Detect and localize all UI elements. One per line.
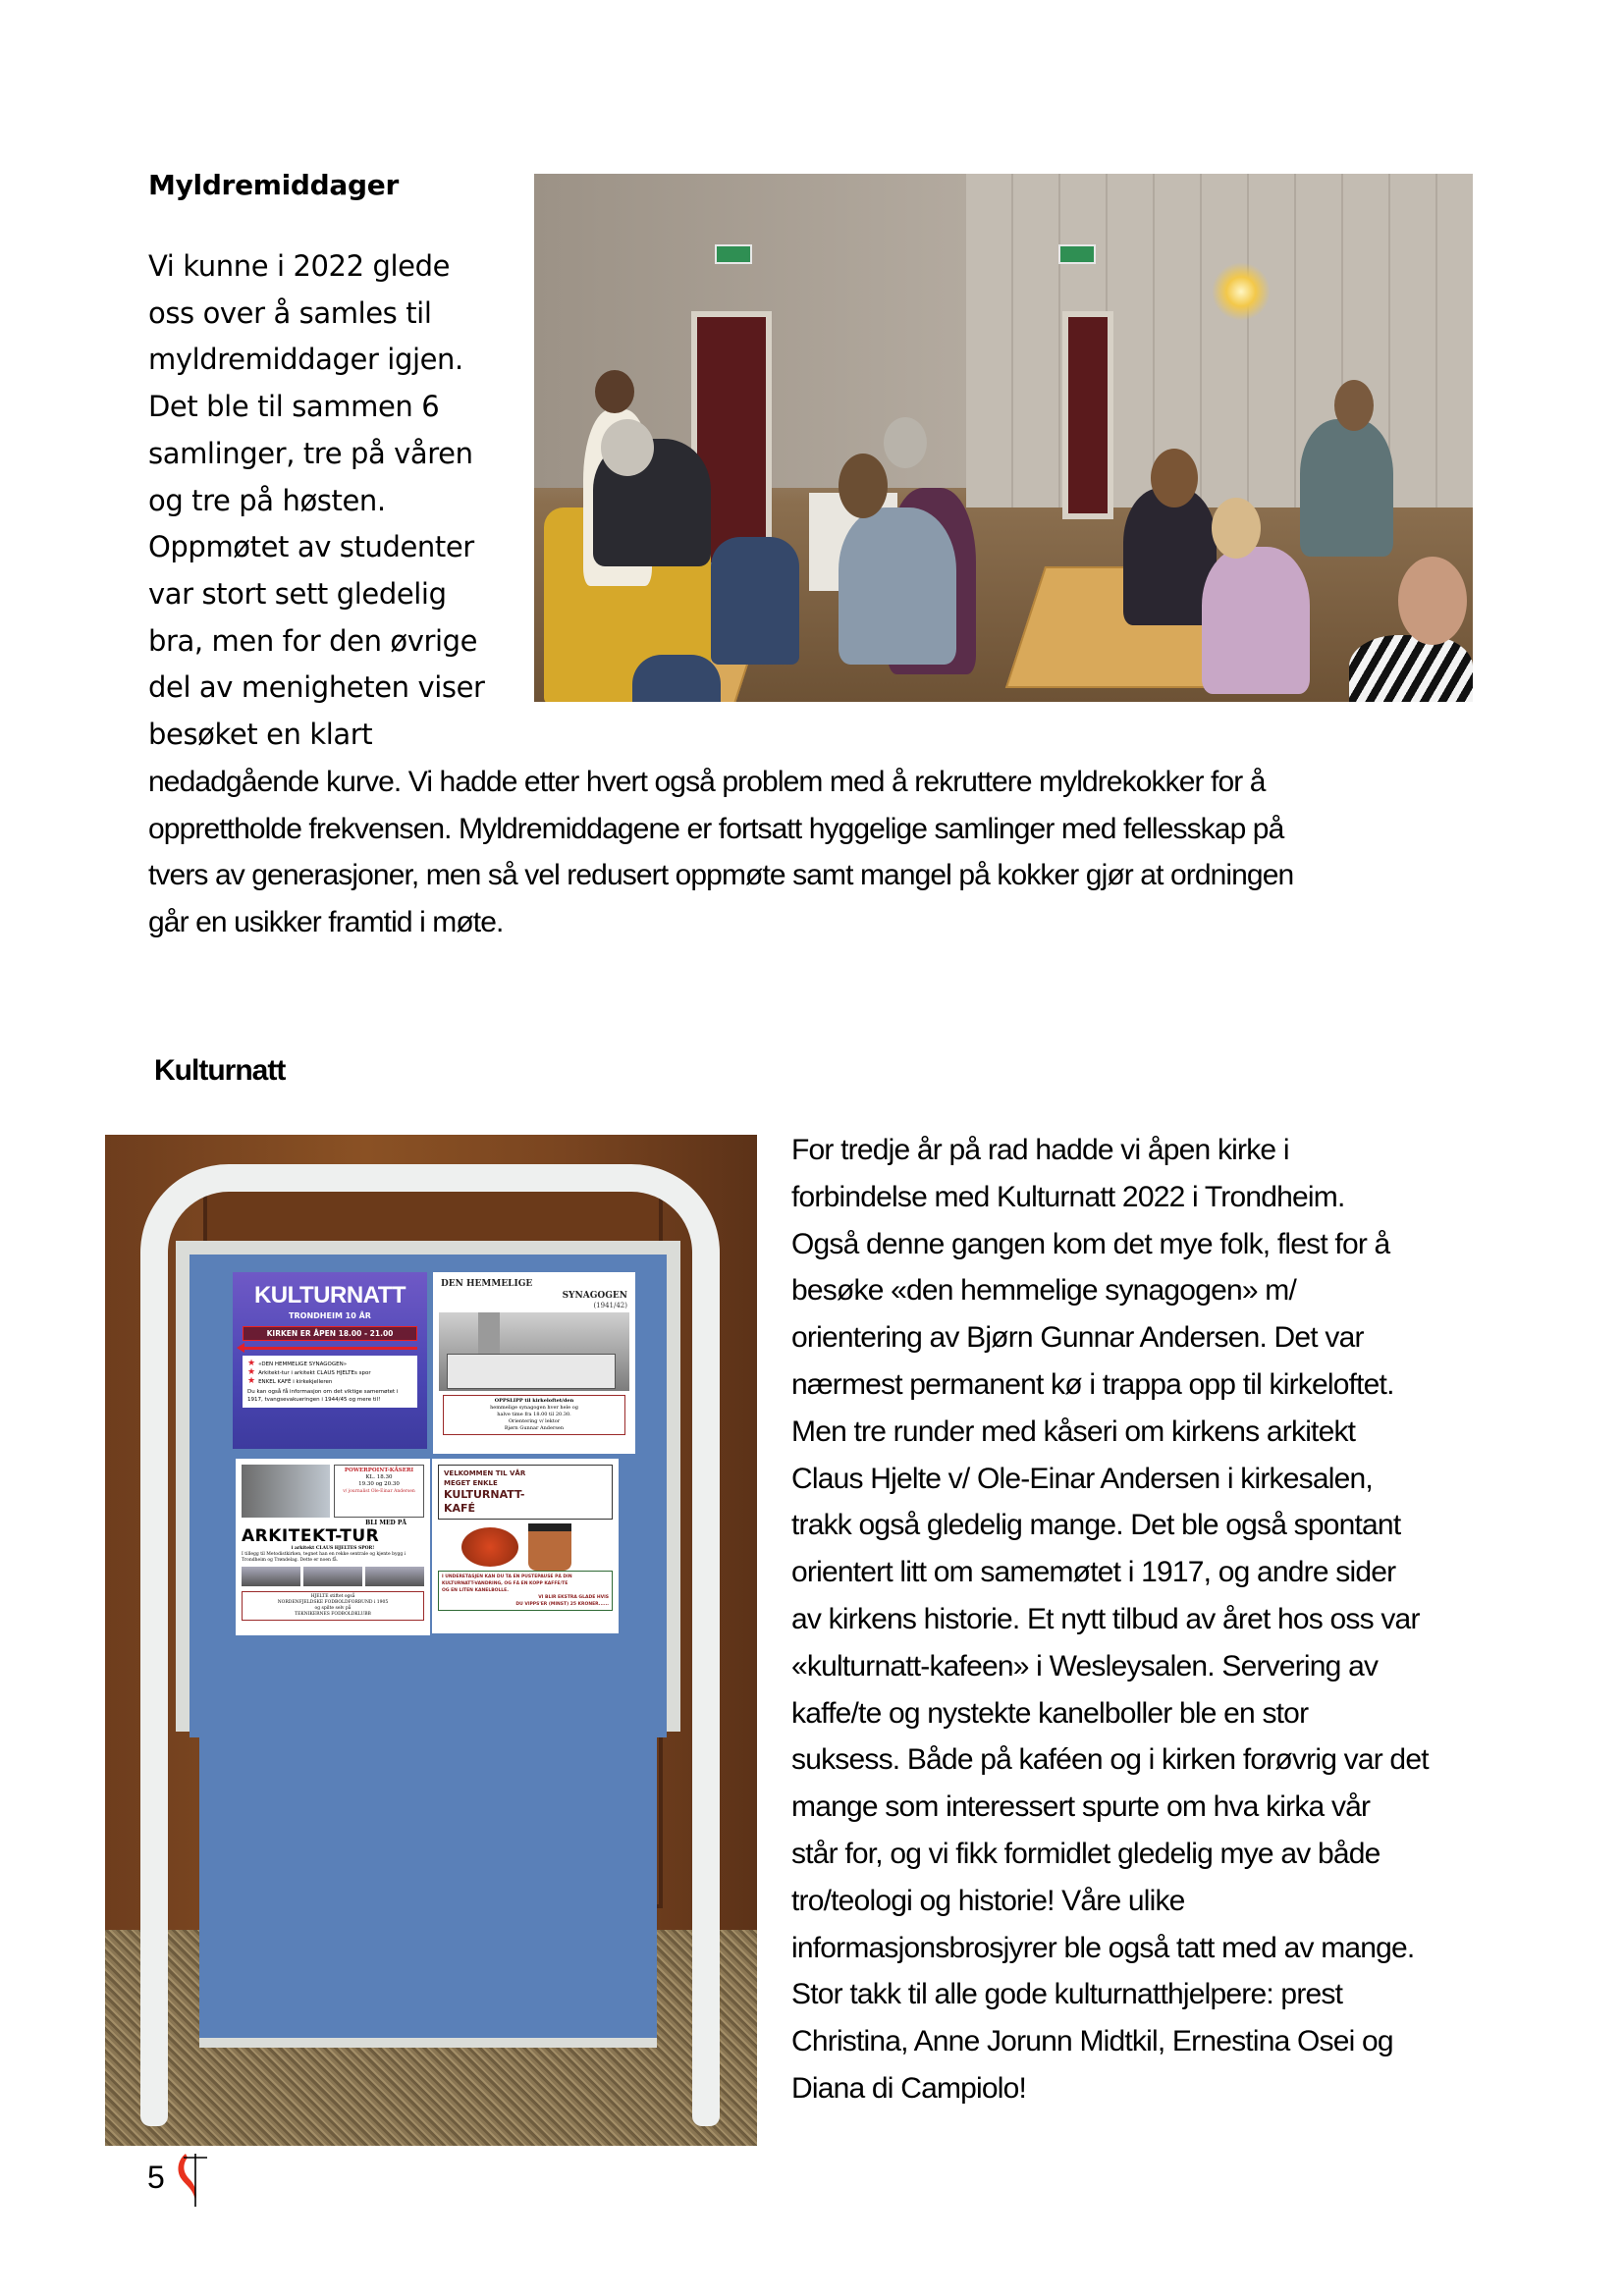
poster-line: 19.30 og 20.30 [358,1481,400,1487]
kulturnatt-body-text [791,1127,1538,2112]
cinnamon-bun-icon [461,1527,518,1567]
arrow-left-icon [243,1347,417,1350]
photo-person [839,507,956,665]
text-line: oss over å samles til [148,295,432,330]
poster-info-box [242,1591,424,1621]
poster-kaseri-box [334,1465,424,1518]
poster-years: (1941/42) [593,1302,627,1309]
poster-line: OPPSLIPP til kirkeloftet/den [494,1398,574,1404]
poster-item: ENKEL KAFÉ i kirkekjelleren [258,1379,333,1385]
myldremiddager-intro-text [148,243,512,759]
poster-footer: Du kan også få informasjon om det viktige samemøtet i 1917, tvangsevakueringen i 1944/45 og mere til! [247,1389,399,1403]
text-line: tro/teologi og historie! Våre ulike [791,1884,1185,1917]
poster-kulturnatt [233,1272,427,1449]
poster-title-line: DEN HEMMELIGE [441,1279,533,1289]
sign-board-lower [199,1724,657,2048]
page-number: 5 [147,2160,165,2195]
poster-subtitle: TRONDHEIM 10 ÅR [289,1311,371,1320]
cinnamon-bun-and-coffee-image [452,1523,599,1567]
text-line: besøket en klart [148,718,373,752]
text-line: suksess. Både på kaféen og i kirken forøvrig var det [791,1743,1429,1777]
architect-portrait [242,1465,330,1518]
text-line: forbindelse med Kulturnatt 2022 i Trondheim. [791,1180,1345,1213]
poster-title [438,1465,613,1520]
poster-subtitle: i arkitekt CLAUS HJELTES SPOR! [291,1546,375,1551]
text-line: del av menigheten viser [148,670,485,705]
photo-person-head [1151,449,1198,507]
star-icon: ★ [247,1376,256,1386]
photo-person-head [1398,557,1467,645]
text-line: Det ble til sammen 6 [148,390,440,424]
text-line: orientert litt om samemøtet i 1917, og andre sider [791,1556,1396,1589]
poster-line: I UNDERETASJEN KAN DU TA EN PUSTEPAUSE PÅ DIN [442,1575,572,1579]
photo-person [1300,419,1393,557]
poster-title: KULTURNATT [253,1282,406,1308]
poster-line: hemmelige synagogen hver hele og [490,1405,578,1411]
sign-board-rail [199,2038,657,2048]
text-line: besøke «den hemmelige synagogen» m/ [791,1274,1296,1308]
photo-person-head [839,454,888,518]
poster-line: VI BLIR EKSTRA GLADE HVIS [538,1595,609,1600]
sign-leg [140,1999,168,2126]
photo-person-head [1212,498,1261,559]
poster-line: KL. 18.30 [365,1474,393,1480]
poster-line: KAFÉ [444,1502,476,1515]
photo-wall-right [966,174,1473,507]
poster-title: ARKITEKT-TUR [242,1526,380,1546]
text-line: trakk også gledelig mange. Det ble også spontant [791,1509,1401,1542]
wall-lamp-icon [1212,262,1271,321]
photo-person-head [595,370,634,413]
poster-line: og spilte selv på [314,1606,352,1611]
photo-door [1062,311,1113,519]
photo-chair [711,537,799,665]
poster-info-box [443,1395,625,1435]
text-line: Men tre runder med kåseri om kirkens arkitekt [791,1415,1356,1448]
text-line: Stor takk til alle gode kulturnatthjelpere: prest [791,1978,1343,2011]
text-line: Oppmøtet av studenter [148,530,474,564]
poster-line: KULTURNATT-VANDRING, OG FÅ EN KOPP KAFFE/TE [442,1581,568,1586]
poster-line: Orientering v/ lektor [508,1418,561,1424]
poster-arkitekt-tur [236,1459,430,1635]
text-line: orientering av Bjørn Gunnar Andersen. Det var [791,1321,1364,1355]
poster-line: VELKOMMEN TIL VÅR [444,1469,526,1477]
church-photo [439,1312,629,1391]
photo-chair [632,655,721,702]
poster-title [433,1272,635,1302]
poster-line: BLI MED PÅ [365,1520,406,1526]
text-line: Vi kunne i 2022 glede [148,249,451,283]
text-line: av kirkens historie. Et nytt tilbud av året hos oss var [791,1602,1420,1635]
poster-text: I tillegg til Metodistkirken, tegnet han en rekke sentrale og kjente bygg i Trondheim og Trøndelag. Dette er noen få. [242,1552,406,1563]
sign-leg [692,1999,720,2126]
poster-line: OG EN LITEN KANELBOLLE. [442,1588,509,1593]
text-line: opprettholde frekvensen. Myldremiddagene er fortsatt hyggelige samlinger med fellesskap på [148,812,1284,845]
poster-title-line: SYNAGOGEN [562,1291,627,1301]
text-line: «kulturnatt-kafeen» i Wesleysalen. Servering av [791,1649,1379,1682]
text-line: nærmest permanent kø i trappa opp til kirkeloftet. [791,1367,1394,1401]
building-thumbnails [236,1564,430,1589]
poster-item: Arkitekt-tur i arkitekt CLAUS HJELTEs spor [258,1370,371,1376]
text-line: informasjonsbrosjyrer ble også tatt med av mange. [791,1931,1415,1964]
text-line: mange som interessert spurte om hva kirka vår [791,1790,1371,1824]
myldremiddager-continued-text [148,759,1503,946]
poster-list [243,1356,417,1408]
text-line: samlinger, tre på våren [148,436,473,470]
text-line: nedadgående kurve. Vi hadde etter hvert også problem med å rekruttere myldrekokker for å [148,766,1266,798]
poster-synagoge [433,1272,635,1454]
text-line: Christina, Anne Jorunn Midtkil, Ernestina Osei og [791,2025,1393,2058]
text-line: Claus Hjelte v/ Ole-Einar Andersen i kirkesalen, [791,1462,1373,1495]
text-line: For tredje år på rad hadde vi åpen kirke i [791,1134,1289,1166]
text-line: går en usikker framtid i møte. [148,906,504,939]
text-line: var stort sett gledelig [148,576,447,611]
poster-line: halve time fra 18.00 til 20.30. [497,1412,571,1417]
photo-person [1202,547,1310,694]
exit-sign-icon [715,244,752,264]
poster-banner: KIRKEN ER ÅPEN 18.00 - 21.00 [243,1326,417,1341]
text-line: Også denne gangen kom det mye folk, flest for å [791,1227,1390,1260]
poster-line: NORDENFJELDSKE FODBOLDFORBUND i 1905 [277,1600,389,1605]
poster-line: DU VIPPS'ER (MINST) 25 KRONER...... [515,1602,609,1607]
dinner-photo [534,174,1473,702]
text-line: tvers av generasjoner, men så vel redusert oppmøte samt mangel på kokker gjør at ordningen [148,859,1294,892]
poster-item: «DEN HEMMELIGE SYNAGOGEN» [258,1362,348,1367]
exit-sign-icon [1058,244,1096,264]
photo-person-head [884,417,927,468]
poster-line: TEKNIKERNES FODBOLDKLUBB [295,1612,371,1617]
poster-line: v/ journalist Ole-Einar Andersen [343,1489,415,1494]
photo-person-head [1334,380,1374,431]
poster-info-box [438,1571,613,1611]
poster-kulturnatt-kafe [432,1459,619,1633]
church-tower [478,1312,500,1360]
text-line: bra, men for den øvrige [148,623,478,658]
star-icon: ★ [247,1367,256,1377]
memorial-plaque [447,1354,616,1389]
star-icon: ★ [247,1359,256,1368]
coffee-cup-icon [528,1523,571,1571]
photo-person [1349,635,1473,702]
flame-shape [179,2154,196,2201]
text-line: kaffe/te og nystekte kanelboller ble en stor [791,1696,1309,1730]
photo-person-head [601,419,654,476]
poster-line: Bjørn Gunnar Andersen [504,1425,565,1431]
text-line: og tre på høsten. [148,483,386,517]
poster-line: MEGET ENKLE [444,1479,498,1487]
text-line: myldremiddager igjen. [148,343,463,377]
poster-line: POWERPOINT-KÅSERI [344,1468,414,1473]
poster-line: KULTURNATT- [444,1488,525,1501]
section-heading-kulturnatt: Kulturnatt [154,1054,286,1087]
text-line: Diana di Campiolo! [791,2071,1027,2105]
kulturnatt-sign-photo [105,1135,757,2146]
poster-line: HJELTE stiftet også [310,1594,355,1599]
text-line: står for, og vi fikk formidlet gledelig mye av både [791,1837,1380,1870]
cross-and-flame-logo-icon [172,2150,211,2209]
section-heading-myldremiddager: Myldremiddager [148,169,399,201]
